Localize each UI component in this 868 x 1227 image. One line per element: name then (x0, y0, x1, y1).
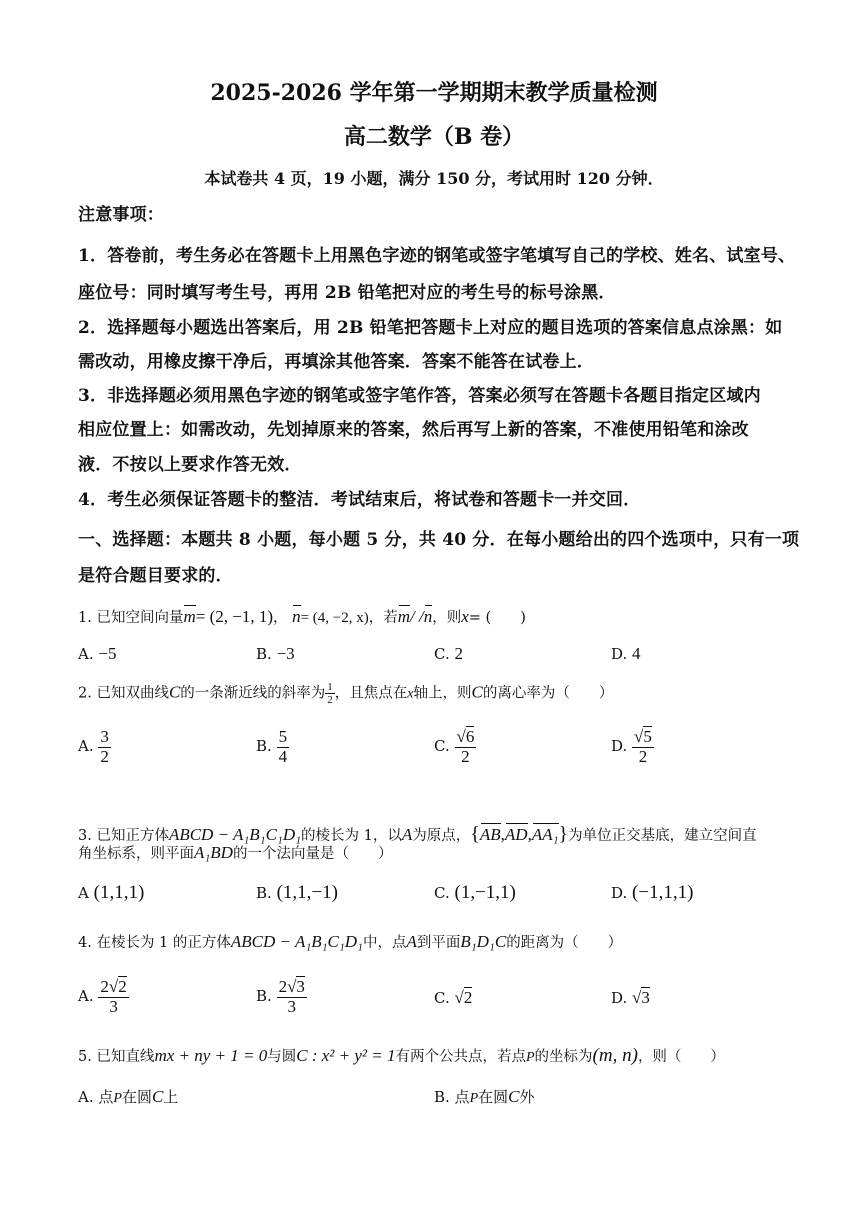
var-c: C (168, 682, 181, 702)
option-value: (−1,1,1) (632, 882, 694, 903)
q1-option-b (256, 644, 295, 664)
fraction-numerator: √5 (634, 727, 652, 746)
q3-option-c (434, 882, 516, 904)
circle-c: C (151, 1087, 164, 1106)
radicand: 3 (641, 988, 650, 1007)
basis-vector-aa1: AA₁ (531, 825, 559, 844)
option-label: C. (434, 737, 450, 756)
notes-heading: 注意事项： (78, 205, 164, 225)
var-x: x (407, 686, 414, 702)
q5-option-b (434, 1086, 535, 1107)
fraction-numerator: 5 (278, 727, 288, 746)
q1-option-d (611, 644, 641, 664)
fraction-numerator: √6 (456, 727, 475, 746)
q2-text: ，且焦点在 (334, 685, 408, 702)
option-label: C. (434, 645, 450, 663)
note-3-line-1: 3．非选择题必须用黑色字迹的钢笔或签字笔作答，答案必须写在答题卡各题目指定区域内 (78, 386, 761, 406)
slope-fraction (325, 681, 335, 706)
option-label: B. (256, 737, 272, 756)
option-text: 外 (519, 1088, 535, 1106)
option-label: B. (256, 987, 272, 1006)
plane-a1bd: A₁BD (194, 843, 233, 862)
q4-option-a (78, 978, 129, 1016)
q4-text: 中，点 (362, 935, 407, 951)
fraction-numerator: 2√3 (278, 977, 305, 996)
option-label: A. (78, 645, 94, 663)
option-text: 上 (163, 1088, 179, 1106)
plane-b1d1c: B₁D₁C (460, 932, 507, 951)
q1-sep-1: ， (272, 610, 288, 626)
comma: , (500, 825, 505, 844)
q5-text: 5. 已知直线 (78, 1049, 155, 1065)
option-fraction (98, 728, 111, 766)
q2-option-a (78, 728, 111, 766)
q5-text: ，则（ ） (637, 1049, 725, 1065)
exam-info: 本试卷共 4 页，19 小题，满分 150 分，考试用时 120 分钟． (204, 169, 664, 188)
q5-text: 的坐标为 (534, 1049, 593, 1065)
option-label: D. (611, 989, 628, 1007)
option-label: B. (256, 645, 272, 663)
option-label: A. (78, 987, 94, 1006)
radicand: 3 (296, 977, 305, 996)
q1-prefix: 1. 已知空间向量 (78, 610, 184, 626)
note-4: 4．考生必须保证答题卡的整洁．考试结束后，将试卷和答题卡一并交回． (78, 490, 641, 510)
option-value: −3 (276, 644, 295, 663)
q3-text: 为单位正交基底，建立空间直 (568, 828, 757, 844)
q2-option-d (611, 728, 654, 766)
q4-text: 到平面 (416, 935, 461, 951)
q2-text: 轴上，则 (413, 685, 472, 702)
q3-text: 3. 已知正方体 (78, 828, 169, 844)
cube-name: ABCD − A₁B₁C₁D₁ (168, 825, 302, 844)
q1-sep-2: ，若 (368, 610, 398, 626)
parallel-symbol: / / (410, 607, 424, 626)
option-label: B. (256, 884, 272, 902)
question-1 (78, 606, 526, 627)
cond-m: m (397, 607, 411, 626)
q3-option-a (78, 882, 144, 904)
brace-open: { (470, 823, 480, 845)
q3-text: 为原点， (412, 828, 471, 844)
q4-option-d (611, 988, 650, 1008)
question-4 (78, 931, 622, 952)
option-fraction (277, 728, 290, 766)
note-3-line-2: 相应位置上：如需改动，先划掉原来的答案，然后再写上新的答案，不准使用铅笔和涂改 (78, 420, 749, 440)
section-1-line-2: 是符合题目要求的． (78, 566, 233, 586)
option-label: D. (611, 737, 628, 756)
exam-title: 2025-2026 学年第一学期期末教学质量检测 (210, 80, 658, 106)
q4-text: 4. 在棱长为 1 的正方体 (78, 935, 231, 951)
q2-text: 2. 已知双曲线 (78, 685, 169, 702)
point-a: A (401, 825, 413, 844)
section-1-line-1: 一、选择题：本题共 8 小题，每小题 5 分，共 40 分．在每小题给出的四个选项中，只有一项 (78, 530, 800, 550)
option-value: 2 (454, 644, 463, 663)
note-2-line-2: 需改动，用橡皮擦干净后，再填涂其他答案．答案不能答在试卷上． (78, 352, 594, 372)
brace-close: } (558, 823, 569, 845)
question-5 (78, 1045, 725, 1067)
option-value: (1,1,−1) (276, 882, 338, 903)
point-p: P (469, 1091, 479, 1106)
q1-option-c (434, 644, 463, 664)
vector-n: n (292, 607, 301, 626)
point-a: A (406, 932, 417, 951)
q3-text: 角坐标系，则平面 (78, 846, 194, 862)
question-3-line-2 (78, 842, 392, 863)
fraction-denominator: 2 (327, 694, 333, 707)
q5-text: 与圆 (267, 1049, 297, 1065)
note-2-line-1: 2．选择题每小题选出答案后，用 2B 铅笔把答题卡上对应的题目选项的答案信息点涂黑：如 (78, 318, 783, 338)
q2-text: 的离心率为（ ） (482, 685, 614, 702)
option-label: D. (611, 645, 628, 663)
option-value: √2 (454, 988, 473, 1007)
note-3-line-3: 液．不按以上要求作答无效． (78, 455, 302, 475)
option-fraction (98, 978, 128, 1016)
cube-name: ABCD − A₁B₁C₁D₁ (230, 932, 363, 951)
note-1-line-1: 1．答卷前，考生务必在答题卡上用黑色字迹的钢笔或签字笔填写自己的学校、姓名、试室号、 (78, 246, 796, 266)
option-value: 4 (632, 644, 641, 663)
q5-option-a (78, 1086, 178, 1107)
var-x: x (461, 607, 469, 626)
q2-option-b (256, 728, 289, 766)
q3-option-d (611, 882, 693, 904)
option-label: A. (78, 737, 94, 756)
option-fraction (277, 978, 307, 1016)
option-fraction (632, 728, 654, 766)
radicand: 2 (463, 988, 473, 1007)
option-value: −5 (98, 644, 117, 663)
point-p-coordinates: (m, n) (592, 1045, 638, 1066)
option-fraction (455, 728, 477, 766)
q2-text: 的一条渐近线的斜率为 (180, 685, 326, 702)
fraction-denominator: 2 (638, 746, 648, 766)
comma: , (527, 825, 532, 844)
q4-option-b (256, 978, 307, 1016)
option-value: √3 (632, 988, 650, 1007)
q3-text: 的一个法向量是（ ） (232, 846, 393, 862)
circle-equation: C : x² + y² = 1 (296, 1046, 396, 1065)
vector-n-value: = (4, −2, x) (300, 610, 369, 626)
basis-vector-ad: AD (504, 825, 528, 844)
exam-subtitle: 高二数学（B 卷） (343, 124, 525, 150)
cond-n: n (423, 607, 433, 626)
q3-option-b (256, 882, 338, 904)
q1-tail: = ( ) (468, 610, 526, 626)
coefficient: 2 (100, 977, 109, 996)
fraction-numerator: 1 (327, 681, 333, 693)
fraction-denominator: 3 (287, 996, 296, 1016)
circle-c: C (508, 1087, 520, 1106)
option-label: A (78, 884, 89, 902)
fraction-denominator: 2 (100, 746, 109, 766)
radicand: 5 (643, 727, 652, 746)
point-p: P (525, 1050, 535, 1065)
radicand: 2 (118, 977, 127, 996)
point-p: P (113, 1091, 122, 1106)
line-equation: mx + ny + 1 = 0 (154, 1046, 268, 1065)
fraction-denominator: 3 (109, 996, 118, 1016)
q1-mid: ，则 (432, 610, 462, 626)
option-text: A. 点 (78, 1088, 114, 1106)
option-value: (1,−1,1) (454, 882, 516, 903)
option-text: 在圆 (478, 1088, 509, 1106)
coefficient: 2 (278, 977, 288, 996)
q2-option-c (434, 728, 476, 766)
vector-m: m (183, 607, 196, 626)
question-2 (78, 681, 613, 706)
option-label: C. (434, 884, 450, 902)
option-label: D. (611, 884, 628, 902)
option-label: C. (434, 989, 450, 1007)
q4-text: 的距离为（ ） (506, 935, 623, 951)
fraction-denominator: 2 (461, 746, 470, 766)
fraction-denominator: 4 (278, 746, 288, 766)
note-1-line-2: 座位号：同时填写考生号，再用 2B 铅笔把对应的考生号的标号涂黑． (78, 283, 616, 303)
option-text: 在圆 (121, 1088, 152, 1106)
q4-option-c (434, 988, 472, 1008)
fraction-numerator: 3 (100, 727, 109, 746)
q1-option-a (78, 644, 116, 664)
q3-text: 的棱长为 1，以 (301, 828, 402, 844)
q5-text: 有两个公共点，若点 (395, 1049, 526, 1065)
fraction-numerator: 2√2 (100, 977, 127, 996)
var-c: C (471, 682, 483, 702)
option-value: (1,1,1) (93, 882, 145, 903)
basis-vector-ab: AB (479, 825, 501, 844)
radicand: 6 (465, 727, 475, 746)
option-text: B. 点 (434, 1088, 470, 1106)
vector-m-value: = (2, −1, 1) (195, 607, 273, 626)
